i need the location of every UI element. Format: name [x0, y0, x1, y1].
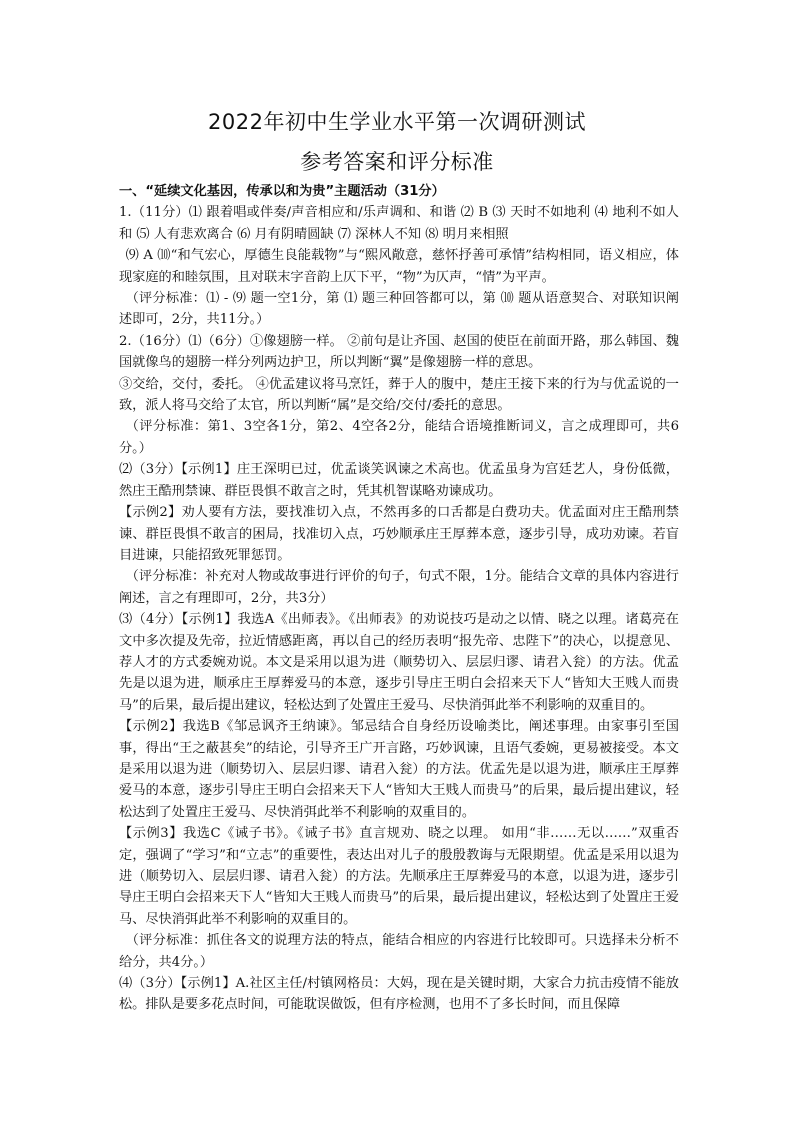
answer-paragraph: ⑶（4分）【示例1】我选A《出师表》。《出师表》的劝说技巧是动之以情、晓之以理。诸葛亮在文中多次提及先帝，拉近情感距离，再以自己的经历表明“报先帝、忠陛下”的决心，以提意见、荐人才的方式委婉劝说。本文是采用以退为进（顺势切入、层层归谬、请君入瓮）的方法。优孟先是以退为进，顺承庄王厚葬爱马的本意，逐步引导庄王明白会招来天下人“皆知大王贱人而贵马”的后果，最后提出建议，轻松达到了处置庄王爱马、尽快消弭此举不利影响的双重目的。 [119, 612, 679, 713]
answer-paragraph: ⑵（3分）【示例1】庄王深明已过，优孟谈笑讽谏之术高也。优孟虽身为宫廷艺人，身份低微，然庄王酷刑禁谏、群臣畏惧不敢言之时，凭其机智谋略劝谏成功。 [119, 462, 679, 499]
document-subtitle: 参考答案和评分标准 [300, 150, 494, 174]
document-title: 2022年初中生学业水平第一次调研测试 [208, 110, 586, 134]
answer-paragraph: 2.（16分）⑴（6分）①像翅膀一样。 ②前句是让齐国、赵国的使臣在前面开路，那么韩国、魏国就像鸟的翅膀一样分列两边护卫，所以判断“翼”是像翅膀一样的意思。 [119, 333, 679, 371]
answer-paragraph: 【示例2】我选B《邹忌讽齐王纳谏》。邹忌结合自身经历设喻类比，阐述事理。由家事引至国事，得出“王之蔽甚矣”的结论，引导齐王广开言路，巧妙讽谏，且语气委婉，更易被接受。本文是采用以退为进（顺势切入、层层归谬、请君入瓮）的方法。优孟先是以退为进，顺承庄王厚葬爱马的本意，逐步引导庄王明白会招来天下人“皆知大王贱人而贵马”的后果，最后提出建议，轻松达到了处置庄王爱马、尽快消弭此举不利影响的双重目的。 [119, 719, 679, 820]
answer-paragraph: ⑼ A ⑽“和气宏心，厚德生良能载物”与“熙风敞意，慈怀抒善可承情”结构相同，语义相应，体现家庭的和睦氛围，且对联末字音韵上仄下平，“物”为仄声，“情”为平声。 [119, 248, 679, 285]
section-heading: 一、“延续文化基因，传承以和为贵”主题活动（31分） [119, 184, 445, 199]
answer-paragraph: ⑷（3分）【示例1】A.社区主任/村镇网格员：大妈，现在是关键时期，大家合力抗击疫情不能放松。排队是要多花点时间，可能耽误做饭，但有序检测，也用不了多长时间，而且保障 [119, 976, 679, 1013]
scoring-note: （评分标准：补充对人物或故事进行评价的句子，句式不限，1分。能结合文章的具体内容进行阐述，言之有理即可，2分，共3分） [119, 569, 679, 606]
answer-paragraph: 【示例3】我选C《诫子书》。《诫子书》直言规劝、晓之以理。 如用“非……无以……”双重否定，强调了“学习”和“立志”的重要性，表达出对儿子的殷殷教诲与无限期望。优孟是采用以退为进（顺势切入、层层归谬、请君入瓮）的方法。先顺承庄王厚葬爱马的本意，以退为进，逐步引导庄王明白会招来天下人“皆知大王贱人而贵马”的后果，最后提出建议，轻松达到了处置庄王爱马、尽快消弭此举不利影响的双重目的。 [119, 826, 679, 927]
document-body [119, 181, 679, 1016]
answer-paragraph: ③交给，交付，委托。 ④优孟建议将马烹饪，葬于人的腹中，楚庄王接下来的行为与优孟说的一致，派人将马交给了太官，所以判断“属”是交给/交付/委托的意思。 [119, 376, 679, 414]
answer-paragraph: 1.（11分）⑴ 跟着唱或伴奏/声音相应和/乐声调和、和谐 ⑵ B ⑶ 天时不如地利 ⑷ 地利不如人和 ⑸ 人有悲欢离合 ⑹ 月有阴晴圆缺 ⑺ 深林人不知 ⑻ 明月来相照 [119, 205, 679, 242]
scoring-note: （评分标准：抓住各文的说理方法的特点，能结合相应的内容进行比较即可。只选择未分析不给分，共4分。） [119, 933, 679, 970]
scoring-note: （评分标准：⑴ - ⑼ 题一空1分，第 ⑴ 题三种回答都可以，第 ⑽ 题从语意契合、对联知识阐述即可，2分，共11分。） [119, 291, 679, 328]
answer-paragraph: 【示例2】劝人要有方法，要找准切入点，不然再多的口舌都是白费功夫。优孟面对庄王酷刑禁谏、群臣畏惧不敢言的困局，找准切入点，巧妙顺承庄王厚葬本意，逐步引导，成功劝谏。若盲目进谏，只能招致死罪惩罚。 [119, 505, 679, 563]
scoring-note: （评分标准：第1、3空各1分，第2、4空各2分，能结合语境推断词义，言之成理即可，共6分。） [119, 419, 679, 456]
